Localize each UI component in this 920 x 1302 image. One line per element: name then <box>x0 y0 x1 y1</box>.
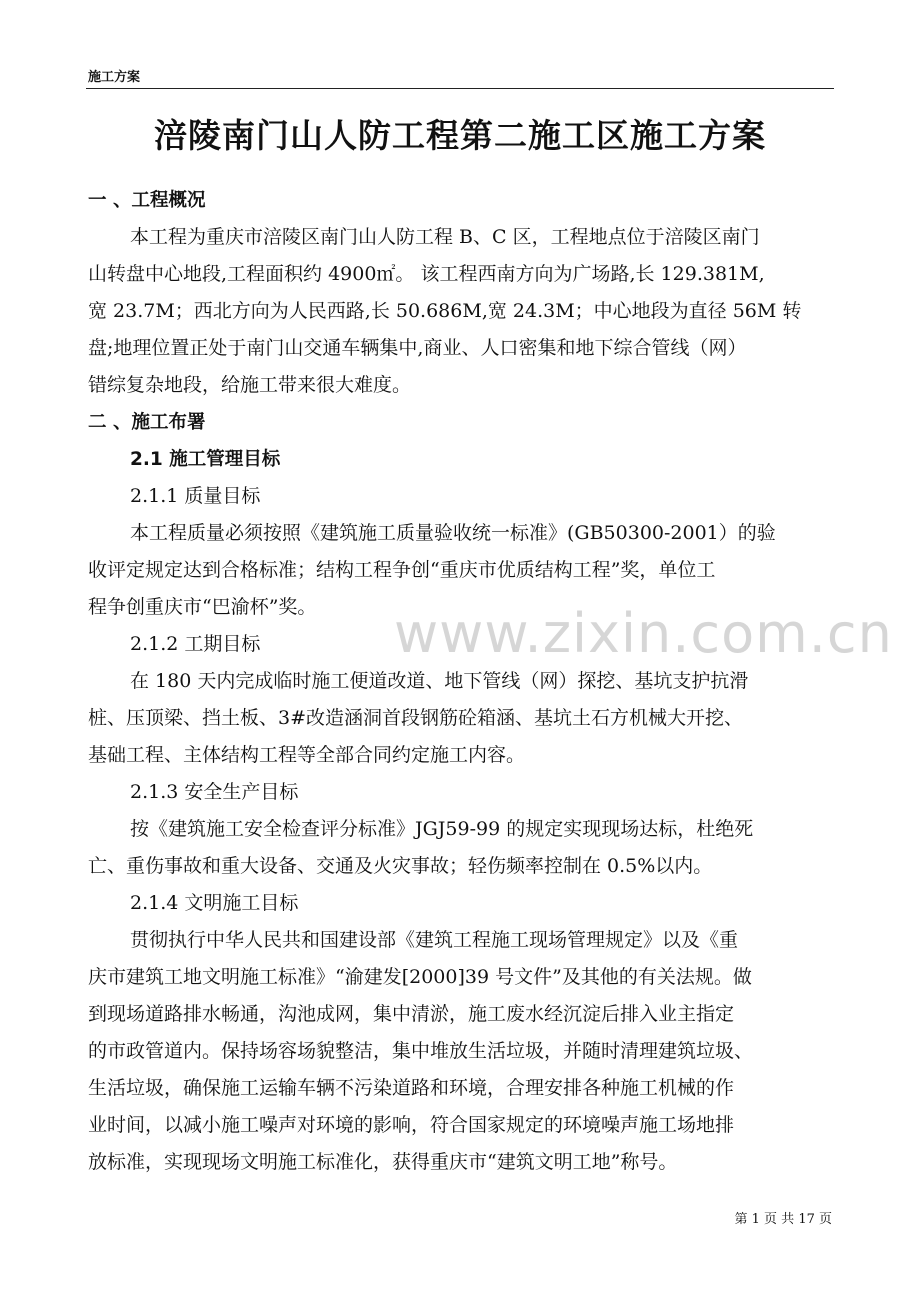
paragraph-line: 本工程质量必须按照《建筑施工质量验收统一标准》(GB50300-2001）的验 <box>130 522 776 544</box>
subsection-heading-safety: 2.1.3 安全生产目标 <box>130 781 299 803</box>
paragraph-line: 贯彻执行中华人民共和国建设部《建筑工程施工现场管理规定》以及《重 <box>130 929 739 951</box>
subsection-heading-schedule: 2.1.2 工期目标 <box>130 633 261 655</box>
paragraph-line: 亡、重伤事故和重大设备、交通及火灾事故；轻伤频率控制在 0.5%以内。 <box>88 855 713 877</box>
paragraph-line: 在 180 天内完成临时施工便道改道、地下管线（网）探挖、基坑支护抗滑 <box>130 670 749 692</box>
paragraph-line: 按《建筑施工安全检查评分标准》JGJ59-99 的规定实现现场达标，杜绝死 <box>130 818 754 840</box>
paragraph-line: 程争创重庆市“巴渝杯”奖。 <box>88 596 317 618</box>
section-heading-overview: 一 、工程概况 <box>88 190 206 211</box>
paragraph-line: 到现场道路排水畅通，沟池成网，集中清淤，施工废水经沉淀后排入业主指定 <box>88 1003 735 1025</box>
paragraph-line: 收评定规定达到合格标准；结构工程争创“重庆市优质结构工程”奖，单位工 <box>88 559 716 581</box>
running-header: 施工方案 <box>88 70 141 85</box>
subsection-heading-quality: 2.1.1 质量目标 <box>130 485 261 507</box>
page-number: 第 1 页 共 17 页 <box>734 1212 832 1227</box>
paragraph-line: 盘;地理位置正处于南门山交通车辆集中,商业、人口密集和地下综合管线（网） <box>88 337 747 359</box>
header-divider <box>86 88 834 89</box>
paragraph-line: 的市政管道内。保持场容场貌整洁，集中堆放生活垃圾，并随时清理建筑垃圾、 <box>88 1040 754 1062</box>
document-title: 涪陵南门山人防工程第二施工区施工方案 <box>154 116 766 155</box>
section-heading-deployment: 二 、施工布署 <box>88 412 206 433</box>
subsection-heading-management-goals: 2.1 施工管理目标 <box>130 449 281 470</box>
paragraph-line: 放标准，实现现场文明施工标准化，获得重庆市“建筑文明工地”称号。 <box>88 1151 678 1173</box>
paragraph-line: 庆市建筑工地文明施工标准》“渝建发[2000]39 号文件”及其他的有关法规。做 <box>88 966 752 988</box>
paragraph-line: 生活垃圾，确保施工运输车辆不污染道路和环境，合理安排各种施工机械的作 <box>88 1077 735 1099</box>
document-body <box>88 182 834 1181</box>
paragraph-line: 本工程为重庆市涪陵区南门山人防工程 B、C 区，工程地点位于涪陵区南门 <box>130 226 760 248</box>
paragraph-line: 宽 23.7M；西北方向为人民西路,长 50.686M,宽 24.3M；中心地段为直径 56M 转 <box>88 300 802 322</box>
paragraph-line: 桩、压顶梁、挡土板、3#改造涵洞首段钢筋砼箱涵、基坑土石方机械大开挖、 <box>88 707 744 729</box>
paragraph-line: 基础工程、主体结构工程等全部合同约定施工内容。 <box>88 744 526 766</box>
paragraph-line: 业时间，以减小施工噪声对环境的影响，符合国家规定的环境噪声施工场地排 <box>88 1114 735 1136</box>
watermark: www.zixin.com.cn <box>394 602 893 665</box>
subsection-heading-civilized-construction: 2.1.4 文明施工目标 <box>130 892 299 914</box>
paragraph-line: 山转盘中心地段,工程面积约 4900㎡。 该工程西南方向为广场路,长 129.381M, <box>88 263 765 285</box>
paragraph-line: 错综复杂地段，给施工带来很大难度。 <box>88 374 412 396</box>
